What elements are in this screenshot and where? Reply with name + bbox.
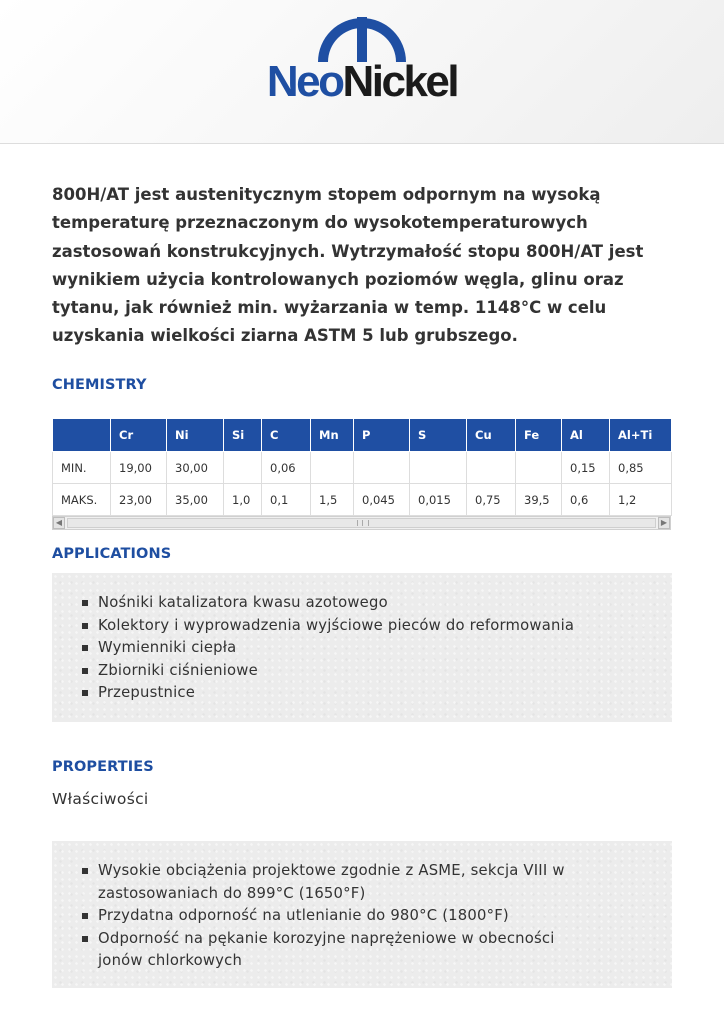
table-cell: 0,1 [262, 484, 311, 516]
header-cell: Cu [467, 419, 516, 452]
table-cell: 0,75 [467, 484, 516, 516]
table-cell: 0,06 [262, 452, 311, 484]
header-cell: C [262, 419, 311, 452]
header-cell: Fe [516, 419, 562, 452]
chemistry-title: CHEMISTRY [52, 377, 147, 393]
table-cell [224, 452, 262, 484]
applications-list [52, 573, 672, 705]
neonickel-logo[interactable] [262, 14, 462, 108]
chemistry-table-wrapper [52, 418, 672, 530]
scroll-left-icon[interactable]: ◀ [53, 517, 65, 529]
list-item: Wysokie obciążenia projektowe zgodnie z ASME, sekcja VIII w zastosowaniach do 899°C (1650°F) [52, 860, 602, 905]
grip-icon [357, 520, 369, 526]
list-item: Zbiorniki ciśnieniowe [52, 660, 672, 683]
logo-wordmark [262, 56, 462, 108]
table-cell: 0,045 [354, 484, 410, 516]
header-cell: S [410, 419, 467, 452]
table-cell [311, 452, 354, 484]
applications-title: APPLICATIONS [52, 546, 172, 562]
header-cell: Ni [167, 419, 224, 452]
scroll-right-icon[interactable]: ▶ [658, 517, 670, 529]
list-item: Kolektory i wyprowadzenia wyjściowe pieców do reformowania [52, 615, 672, 638]
logo-neo: Neo [266, 57, 343, 106]
table-row-min [53, 452, 672, 484]
header-cell: Si [224, 419, 262, 452]
logo-nickel: Nickel [342, 57, 458, 106]
row-label: MIN. [53, 452, 111, 484]
page-header [0, 0, 724, 144]
list-item: Odporność na pękanie korozyjne naprężeniowe w obecności jonów chlorkowych [52, 928, 602, 973]
properties-title: PROPERTIES [52, 759, 154, 775]
list-item: Nośniki katalizatora kwasu azotowego [52, 592, 672, 615]
header-cell: Al+Ti [610, 419, 672, 452]
list-item: Wymienniki ciepła [52, 637, 672, 660]
intro-paragraph: 800H/AT jest austenitycznym stopem odpornym na wysoką temperaturę przeznaczonym do wysokotemperaturowych zastosowań konstrukcyjnych. Wytrzymałość stopu 800H/AT jest wynikiem użycia kontrolowanych poziomów węgla, glinu oraz tytanu, jak również min. wyżarzania w temp. 1148°C w celu uzyskania wielkości ziarna ASTM 5 lub grubszego. [52, 185, 644, 346]
table-cell: 1,0 [224, 484, 262, 516]
table-cell [354, 452, 410, 484]
header-cell: P [354, 419, 410, 452]
properties-panel [52, 841, 672, 988]
applications-panel [52, 573, 672, 722]
table-cell: 23,00 [111, 484, 167, 516]
table-row-maks [53, 484, 672, 516]
table-cell [516, 452, 562, 484]
table-cell: 1,5 [311, 484, 354, 516]
list-item: Przydatna odporność na utlenianie do 980°C (1800°F) [52, 905, 602, 928]
list-item: Przepustnice [52, 682, 672, 705]
table-cell: 0,015 [410, 484, 467, 516]
header-cell: Mn [311, 419, 354, 452]
header-cell: Al [562, 419, 610, 452]
chemistry-table [52, 418, 672, 516]
header-cell [53, 419, 111, 452]
table-cell: 0,15 [562, 452, 610, 484]
table-cell [467, 452, 516, 484]
table-cell: 30,00 [167, 452, 224, 484]
header-cell: Cr [111, 419, 167, 452]
table-cell: 19,00 [111, 452, 167, 484]
table-cell [410, 452, 467, 484]
chemistry-header-row [53, 419, 672, 452]
horizontal-scrollbar[interactable] [52, 516, 671, 530]
table-cell: 0,85 [610, 452, 672, 484]
table-cell: 0,6 [562, 484, 610, 516]
table-cell: 39,5 [516, 484, 562, 516]
table-cell: 35,00 [167, 484, 224, 516]
properties-subtitle: Właściwości [52, 790, 149, 808]
table-cell: 1,2 [610, 484, 672, 516]
row-label: MAKS. [53, 484, 111, 516]
properties-list [52, 841, 672, 973]
scrollbar-thumb[interactable] [67, 518, 656, 528]
